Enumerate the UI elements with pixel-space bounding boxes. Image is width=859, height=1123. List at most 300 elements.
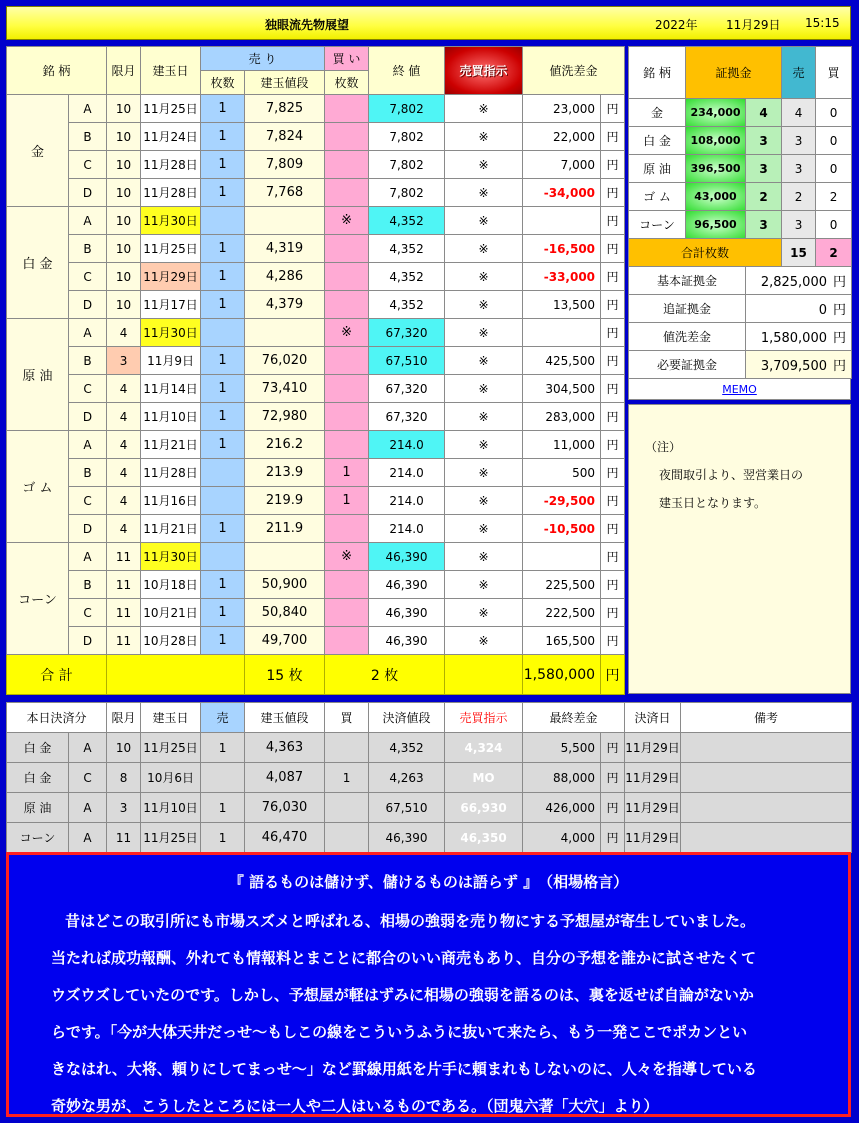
settle-header-uri: 売 — [201, 703, 245, 733]
settle-month: 10 — [107, 733, 141, 763]
position-row — [7, 207, 625, 235]
mark-to-market: 225,500 — [523, 571, 601, 599]
settle-price: 4,352 — [369, 733, 445, 763]
sell-count: 1 — [201, 263, 245, 291]
buy-count — [325, 235, 369, 263]
settle-open-date: 11月25日 — [141, 733, 201, 763]
total-diff: 1,580,000 — [523, 655, 601, 695]
settle-final-diff: 4,000 — [523, 823, 601, 853]
mark-to-market: -29,500 — [523, 487, 601, 515]
position-row — [7, 571, 625, 599]
settle-unit: 円 — [601, 763, 625, 793]
mark-to-market: 500 — [523, 459, 601, 487]
summary-amount: 0 — [818, 303, 827, 318]
yen-unit: 円 — [601, 627, 625, 655]
position-row — [7, 291, 625, 319]
yen-unit: 円 — [601, 487, 625, 515]
page-header — [6, 6, 851, 40]
position-row — [7, 151, 625, 179]
proverb-line: きなはれ、大将、頼りにしてまっせ～」など罫線用紙を片手に頼まれもしないのに、人々を指導している — [51, 1060, 757, 1078]
settlement-row — [7, 733, 852, 763]
sell-count — [201, 207, 245, 235]
total-sell: 15 枚 — [245, 655, 325, 695]
summary-amount: 3,709,500 — [760, 359, 827, 374]
trade-instruction: ※ — [445, 543, 523, 571]
trade-instruction: ※ — [445, 347, 523, 375]
settle-instruction: 4,324 — [445, 733, 523, 763]
trade-instruction: ※ — [445, 179, 523, 207]
side-header-kai: 買 — [816, 47, 852, 99]
contract-sub: B — [69, 123, 107, 151]
settle-open-date: 10月6日 — [141, 763, 201, 793]
contract-month: 4 — [107, 403, 141, 431]
settle-price: 46,390 — [369, 823, 445, 853]
contract-sub: D — [69, 179, 107, 207]
contract-sub: B — [69, 571, 107, 599]
sell-count — [201, 319, 245, 347]
mark-to-market: 22,000 — [523, 123, 601, 151]
header-uri: 売 り — [201, 47, 325, 71]
total-label: 合 計 — [7, 655, 107, 695]
proverb-line: 奇妙な男が、こうしたところには一人や二人はいるものである。（団鬼六著「大穴」より） — [51, 1097, 659, 1115]
close-price: 4,352 — [369, 235, 445, 263]
position-row — [7, 347, 625, 375]
settle-sub: A — [69, 733, 107, 763]
settlement-row — [7, 823, 852, 853]
trade-instruction: ※ — [445, 319, 523, 347]
summary-label: 基本証拠金 — [629, 267, 746, 295]
sell-count: 1 — [201, 571, 245, 599]
summary-row — [629, 323, 852, 351]
open-price: 213.9 — [245, 459, 325, 487]
settle-header-baibai-shiji: 売買指示 — [445, 703, 523, 733]
open-price: 7,825 — [245, 95, 325, 123]
header-tategyoku-neban: 建玉値段 — [245, 71, 325, 95]
side-header-meigara: 銘 柄 — [629, 47, 686, 99]
mark-to-market: -10,500 — [523, 515, 601, 543]
summary-value — [746, 351, 852, 379]
buy-count — [325, 515, 369, 543]
margin-row — [629, 183, 852, 211]
settle-note — [681, 733, 852, 763]
contract-month: 10 — [107, 291, 141, 319]
contract-month: 4 — [107, 459, 141, 487]
yen-unit: 円 — [601, 571, 625, 599]
close-price: 4,352 — [369, 207, 445, 235]
contract-sub: D — [69, 403, 107, 431]
settle-sell: 1 — [201, 733, 245, 763]
settle-sub: A — [69, 823, 107, 853]
margin-count: 4 — [746, 99, 782, 127]
mark-to-market: 283,000 — [523, 403, 601, 431]
trade-instruction: ※ — [445, 235, 523, 263]
settle-open-price: 46,470 — [245, 823, 325, 853]
yen-unit: 円 — [601, 375, 625, 403]
mark-to-market: 23,000 — [523, 95, 601, 123]
open-price: 50,900 — [245, 571, 325, 599]
position-row — [7, 375, 625, 403]
proverb-line: らです。「今が大体天井だっせ～もしこの線をこういうふうに抜いて来たら、もう一発ここでポカンとい — [51, 1023, 748, 1041]
close-price: 214.0 — [369, 515, 445, 543]
contract-sub: C — [69, 151, 107, 179]
close-price: 4,352 — [369, 291, 445, 319]
header-owarine: 終 値 — [369, 47, 445, 95]
sell-count: 1 — [201, 347, 245, 375]
header-date: 11月29日 — [726, 18, 781, 32]
header-gengetsu: 限月 — [107, 47, 141, 95]
yen-unit: 円 — [601, 431, 625, 459]
buy-count — [325, 599, 369, 627]
contract-sub: A — [69, 95, 107, 123]
buy-count: ※ — [325, 207, 369, 235]
mark-to-market: 425,500 — [523, 347, 601, 375]
buy-count — [325, 403, 369, 431]
settle-open-date: 11月25日 — [141, 823, 201, 853]
sell-count: 1 — [201, 123, 245, 151]
open-date: 11月28日 — [141, 459, 201, 487]
total-unit: 円 — [601, 655, 625, 695]
summary-row — [629, 351, 852, 379]
mark-to-market: 165,500 — [523, 627, 601, 655]
open-date: 11月21日 — [141, 515, 201, 543]
contract-sub: A — [69, 431, 107, 459]
header-tategyokubi: 建玉日 — [141, 47, 201, 95]
margin-sell: 3 — [782, 211, 816, 239]
summary-row — [629, 295, 852, 323]
yen-unit: 円 — [601, 207, 625, 235]
buy-count — [325, 151, 369, 179]
summary-unit: 円 — [833, 331, 847, 346]
memo-line-1: （注） — [645, 440, 682, 454]
margin-amount: 108,000 — [686, 127, 746, 155]
summary-value — [746, 295, 852, 323]
settle-unit: 円 — [601, 733, 625, 763]
mark-to-market: 7,000 — [523, 151, 601, 179]
open-price: 219.9 — [245, 487, 325, 515]
position-row — [7, 179, 625, 207]
open-date: 10月21日 — [141, 599, 201, 627]
settle-unit: 円 — [601, 823, 625, 853]
header-time: 15:15 — [805, 16, 840, 30]
commodity-name: 白 金 — [7, 207, 69, 319]
contract-sub: D — [69, 627, 107, 655]
open-date: 11月30日 — [141, 207, 201, 235]
memo-line-3: 建玉日となります。 — [659, 496, 767, 510]
mark-to-market: -34,000 — [523, 179, 601, 207]
sell-count: 1 — [201, 515, 245, 543]
settle-header-biko: 備考 — [681, 703, 852, 733]
yen-unit: 円 — [601, 319, 625, 347]
header-meigara: 銘 柄 — [7, 47, 107, 95]
close-price: 7,802 — [369, 95, 445, 123]
close-price: 214.0 — [369, 487, 445, 515]
settle-buy: 1 — [325, 763, 369, 793]
settle-instruction: 46,350 — [445, 823, 523, 853]
buy-count: ※ — [325, 319, 369, 347]
settle-instruction: 66,930 — [445, 793, 523, 823]
margin-row — [629, 211, 852, 239]
settle-instruction: MO — [445, 763, 523, 793]
yen-unit: 円 — [601, 403, 625, 431]
sell-count: 1 — [201, 235, 245, 263]
contract-sub: C — [69, 599, 107, 627]
settle-date: 11月29日 — [625, 733, 681, 763]
margin-buy: 0 — [816, 211, 852, 239]
total-buy: 2 枚 — [325, 655, 445, 695]
buy-count: 1 — [325, 487, 369, 515]
settle-header-kessaibi: 決済日 — [625, 703, 681, 733]
contract-sub: D — [69, 515, 107, 543]
buy-count — [325, 263, 369, 291]
contract-sub: A — [69, 207, 107, 235]
position-row — [7, 95, 625, 123]
contract-month: 10 — [107, 179, 141, 207]
trade-instruction: ※ — [445, 459, 523, 487]
buy-count — [325, 95, 369, 123]
settle-buy — [325, 823, 369, 853]
settle-date: 11月29日 — [625, 823, 681, 853]
settle-buy — [325, 733, 369, 763]
open-date: 11月25日 — [141, 235, 201, 263]
summary-amount: 2,825,000 — [760, 275, 827, 290]
contract-month: 10 — [107, 235, 141, 263]
close-price: 4,352 — [369, 263, 445, 291]
position-row — [7, 319, 625, 347]
close-price: 67,320 — [369, 319, 445, 347]
buy-count — [325, 571, 369, 599]
position-row — [7, 487, 625, 515]
margin-commodity: 原 油 — [629, 155, 686, 183]
trade-instruction: ※ — [445, 263, 523, 291]
sell-count: 1 — [201, 291, 245, 319]
settle-month: 3 — [107, 793, 141, 823]
sell-count — [201, 543, 245, 571]
open-date: 11月24日 — [141, 123, 201, 151]
memo-link[interactable]: MEMO — [628, 378, 851, 400]
contract-month: 4 — [107, 319, 141, 347]
settle-date: 11月29日 — [625, 793, 681, 823]
close-price: 67,320 — [369, 375, 445, 403]
open-date: 11月25日 — [141, 95, 201, 123]
mark-to-market: -33,000 — [523, 263, 601, 291]
open-price: 72,980 — [245, 403, 325, 431]
position-row — [7, 543, 625, 571]
margin-amount: 43,000 — [686, 183, 746, 211]
side-total-label: 合計枚数 — [629, 239, 782, 267]
buy-count: ※ — [325, 543, 369, 571]
close-price: 46,390 — [369, 571, 445, 599]
summary-amount: 1,580,000 — [760, 331, 827, 346]
open-price — [245, 207, 325, 235]
summary-label: 必要証拠金 — [629, 351, 746, 379]
settle-note — [681, 763, 852, 793]
margin-sell: 3 — [782, 155, 816, 183]
settle-note — [681, 823, 852, 853]
settle-buy — [325, 793, 369, 823]
memo-box — [628, 404, 851, 694]
settle-month: 8 — [107, 763, 141, 793]
yen-unit: 円 — [601, 95, 625, 123]
position-row — [7, 599, 625, 627]
settle-open-price: 4,363 — [245, 733, 325, 763]
yen-unit: 円 — [601, 151, 625, 179]
settle-sell: 1 — [201, 793, 245, 823]
yen-unit: 円 — [601, 235, 625, 263]
margin-amount: 96,500 — [686, 211, 746, 239]
position-row — [7, 123, 625, 151]
summary-value — [746, 323, 852, 351]
open-date: 11月9日 — [141, 347, 201, 375]
close-price: 67,320 — [369, 403, 445, 431]
open-date: 11月29日 — [141, 263, 201, 291]
margin-count: 3 — [746, 155, 782, 183]
settle-open-date: 11月10日 — [141, 793, 201, 823]
proverb-line: 当たれば成功報酬、外れても情報料とまことに都合のいい商売もあり、自分の予想を誰かに試させたくて — [51, 949, 757, 967]
open-price: 7,824 — [245, 123, 325, 151]
settle-header-kessai-neban: 決済値段 — [369, 703, 445, 733]
buy-count — [325, 291, 369, 319]
settle-commodity: 白 金 — [7, 733, 69, 763]
trade-instruction: ※ — [445, 151, 523, 179]
contract-month: 4 — [107, 515, 141, 543]
settlement-table — [6, 702, 852, 853]
trade-instruction: ※ — [445, 291, 523, 319]
memo-line-2: 夜間取引より、翌営業日の — [659, 468, 804, 482]
sell-count: 1 — [201, 151, 245, 179]
contract-sub: D — [69, 291, 107, 319]
settle-date: 11月29日 — [625, 763, 681, 793]
sell-count: 1 — [201, 599, 245, 627]
settle-header-kai: 買 — [325, 703, 369, 733]
buy-count — [325, 347, 369, 375]
contract-month: 10 — [107, 123, 141, 151]
buy-count — [325, 375, 369, 403]
close-price: 7,802 — [369, 179, 445, 207]
margin-count: 2 — [746, 183, 782, 211]
open-price: 7,809 — [245, 151, 325, 179]
baibai-shiji-button[interactable]: 売買指示 — [445, 47, 523, 95]
position-row — [7, 235, 625, 263]
proverb-title: 『 語るものは儲けず、儲けるものは語らず 』 （相場格言） — [228, 873, 629, 891]
margin-commodity: 白 金 — [629, 127, 686, 155]
open-price — [245, 319, 325, 347]
commodity-name: 原 油 — [7, 319, 69, 431]
proverb-box — [6, 852, 851, 1117]
contract-sub: C — [69, 375, 107, 403]
open-price: 73,410 — [245, 375, 325, 403]
contract-month: 10 — [107, 207, 141, 235]
commodity-name: 金 — [7, 95, 69, 207]
settle-price: 67,510 — [369, 793, 445, 823]
buy-count — [325, 431, 369, 459]
open-date: 11月30日 — [141, 543, 201, 571]
yen-unit: 円 — [601, 123, 625, 151]
contract-month: 3 — [107, 347, 141, 375]
open-date: 11月16日 — [141, 487, 201, 515]
margin-amount: 396,500 — [686, 155, 746, 183]
open-date: 11月21日 — [141, 431, 201, 459]
close-price: 46,390 — [369, 599, 445, 627]
side-header-uri: 売 — [782, 47, 816, 99]
sell-count: 1 — [201, 403, 245, 431]
settle-sub: A — [69, 793, 107, 823]
page-title: 独眼流先物展望 — [264, 18, 349, 32]
settle-unit: 円 — [601, 793, 625, 823]
open-date: 11月28日 — [141, 151, 201, 179]
close-price: 7,802 — [369, 123, 445, 151]
margin-commodity: 金 — [629, 99, 686, 127]
summary-label: 追証拠金 — [629, 295, 746, 323]
position-row — [7, 403, 625, 431]
open-price: 216.2 — [245, 431, 325, 459]
sell-count: 1 — [201, 95, 245, 123]
settle-month: 11 — [107, 823, 141, 853]
mark-to-market: -16,500 — [523, 235, 601, 263]
trade-instruction: ※ — [445, 571, 523, 599]
yen-unit: 円 — [601, 263, 625, 291]
open-date: 11月10日 — [141, 403, 201, 431]
yen-unit: 円 — [601, 515, 625, 543]
side-total-buy: 2 — [816, 239, 852, 267]
position-row — [7, 627, 625, 655]
commodity-name: コーン — [7, 543, 69, 655]
settle-header-tategyokubi: 建玉日 — [141, 703, 201, 733]
margin-commodity: ゴ ム — [629, 183, 686, 211]
contract-month: 11 — [107, 627, 141, 655]
close-price: 46,390 — [369, 543, 445, 571]
open-price: 50,840 — [245, 599, 325, 627]
settle-header-label: 本日決済分 — [7, 703, 107, 733]
open-date: 11月30日 — [141, 319, 201, 347]
settle-header-gengetsu: 限月 — [107, 703, 141, 733]
yen-unit: 円 — [601, 459, 625, 487]
contract-month: 4 — [107, 375, 141, 403]
settle-commodity: 原 油 — [7, 793, 69, 823]
margin-sell: 3 — [782, 127, 816, 155]
open-date: 11月14日 — [141, 375, 201, 403]
sell-count: 1 — [201, 179, 245, 207]
open-date: 11月17日 — [141, 291, 201, 319]
contract-month: 11 — [107, 571, 141, 599]
position-row — [7, 515, 625, 543]
open-price: 4,286 — [245, 263, 325, 291]
mark-to-market — [523, 543, 601, 571]
header-year: 2022年 — [655, 18, 698, 32]
contract-sub: B — [69, 459, 107, 487]
settle-price: 4,263 — [369, 763, 445, 793]
position-row — [7, 263, 625, 291]
trade-instruction: ※ — [445, 487, 523, 515]
mark-to-market: 11,000 — [523, 431, 601, 459]
mark-to-market: 304,500 — [523, 375, 601, 403]
trade-instruction: ※ — [445, 403, 523, 431]
summary-label: 値洗差金 — [629, 323, 746, 351]
close-price: 46,390 — [369, 627, 445, 655]
sell-count — [201, 487, 245, 515]
contract-month: 4 — [107, 487, 141, 515]
settlement-row — [7, 763, 852, 793]
open-price: 211.9 — [245, 515, 325, 543]
position-row — [7, 459, 625, 487]
proverb-line: 昔はどこの取引所にも市場スズメと呼ばれる、相場の強弱を売り物にする予想屋が寄生していました。 — [65, 912, 756, 930]
open-price: 76,020 — [245, 347, 325, 375]
sell-count: 1 — [201, 431, 245, 459]
open-price: 4,379 — [245, 291, 325, 319]
sell-count: 1 — [201, 627, 245, 655]
trade-instruction: ※ — [445, 95, 523, 123]
side-total-sell: 15 — [782, 239, 816, 267]
position-row — [7, 431, 625, 459]
